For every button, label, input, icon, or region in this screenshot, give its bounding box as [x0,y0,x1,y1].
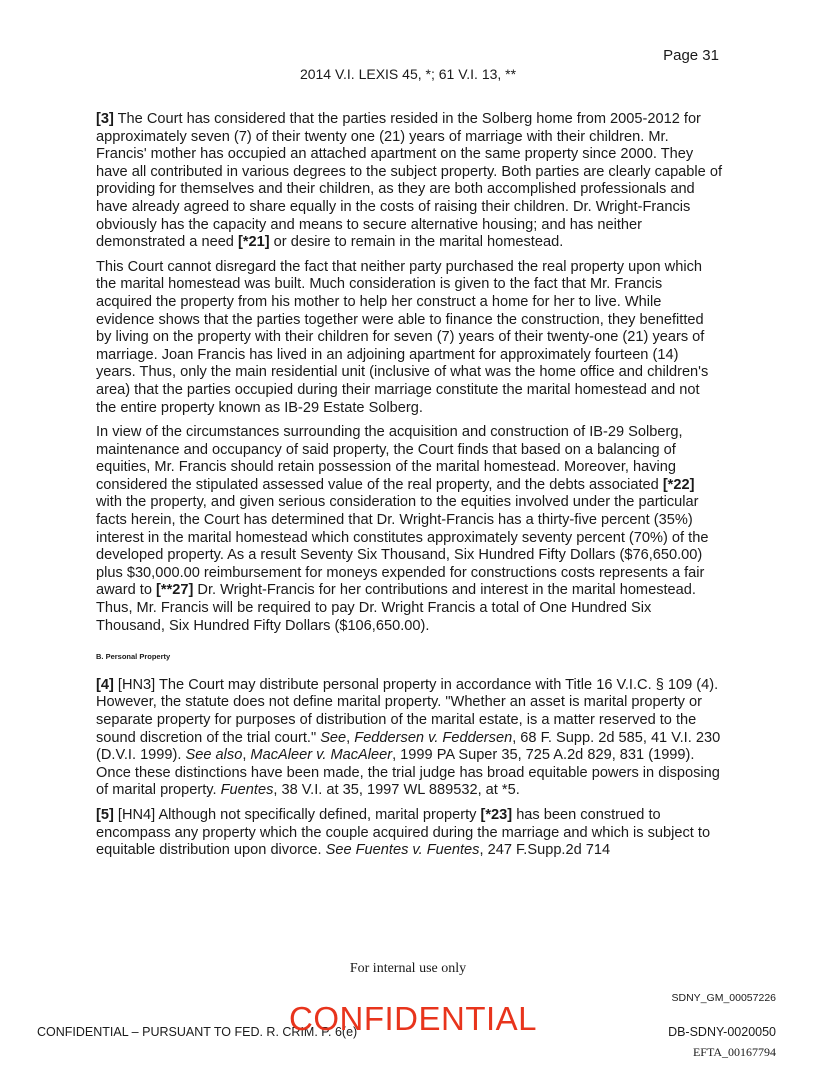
confidential-stamp: CONFIDENTIAL [289,1000,538,1037]
confidential-notice: CONFIDENTIAL – PURSUANT TO FED. R. CRIM. P. 6(e) [37,1025,358,1039]
paragraph-text: , 247 F.Supp.2d 714 [479,842,611,859]
case-name: Fuentes [220,782,274,799]
paragraph-text: This Court cannot disregard the fact that neither party purchased the real property upon which the marital homestead was built. Much consideration is given to the fact that Mr. Francis acquired the property from his mother to help her construct a home for her to live. While evidence shows that the parties together were able to finance the construction, they benefitted by living on the property with their children for seven (7) years of their twenty-one (21) years of marriage. Joan Francis has lived in an adjoining apartment for approximately fourteen (14) years. Thus, only the main residential unit (inclusive of what was the home office and children's area) that the parties occupied during their marriage constitute the marital homestead and not the entire property known as IB-29 Estate Solberg. [96,258,709,416]
paragraph-text: has been construed to encompass any property which the couple acquired during the marriage and which is subject to equitable distribution upon divorce. [96,806,711,859]
paragraph-text: , 1999 PA Super 35, 725 A.2d 829, 831 (1999). Once these distinctions have been made, the trial judge has broad equitable powers in disposing of marital property. [96,747,720,799]
efta-number: EFTA_00167794 [692,1045,776,1059]
star-page-marker: [*22] [662,476,695,493]
paragraph-text: [HN3] The Court may distribute personal property in accordance with Title 16 V.I.C. § 109 (4). However, the statute does not define marital property. "Whether an asset is marital property or separate property for purposes of distribution of the marital estate, is a matter reserved to the sound discretion of the trial court." [96,676,719,746]
internal-use-note: For internal use only [349,961,467,976]
case-name: See Fuentes v. Fuentes [325,842,480,859]
star-page-marker: [*23] [480,806,513,823]
citation-signal: See also [185,747,243,764]
page-number: Page 31 [663,47,719,64]
star-page-marker: [**27] [156,582,194,599]
case-name: Feddersen v. Feddersen [354,729,513,746]
paragraph-5 [96,807,722,860]
paragraph-text: , [346,729,355,746]
paragraph-award [96,424,722,635]
paragraph-marital-homestead [96,259,722,417]
section-heading-personal-property: B. Personal Property [96,652,171,662]
paragraph-text: [HN4] Although not specifically defined, marital property [113,806,481,823]
paragraph-text: with the property, and given serious consideration to the equities involved under the particular facts herein, the Court has determined that Dr. Wright-Francis has a thirty-five percent (35%) interest in the marital homestead which constitutes approximately seventy percent (70%) of the developed property. As a result Seventy Six Thousand, Six Hundred Fifty Dollars ($76,650.00) plus $30,000.00 reimbursement for moneys expended for constructions costs represents a fair award to [96,494,709,599]
paragraph-text: Dr. Wright-Francis for her contributions and interest in the marital homestead. Thus, Mr. Francis will be required to pay Dr. Wright Francis a total of One Hundred Six Thousand, Six Hundred Fifty Dollars ($106,650.00). [96,582,696,634]
bates-number-db: DB-SDNY-0020050 [668,1025,776,1039]
star-page-marker: [*21] [237,234,270,251]
paragraph-text: In view of the circumstances surrounding the acquisition and construction of IB-29 Solberg, maintenance and occupancy of said property, the Court finds that based on a balancing of equities, Mr. Francis should retain possession of the marital homestead. Moreover, having considered the stipulated assessed value of the real property, and the debts associated [96,424,683,493]
paragraph-text: , [242,747,251,764]
bates-number-gm: SDNY_GM_00057226 [671,992,776,1004]
paragraph-marker: [4] [96,676,114,693]
paragraph-text: , 68 F. Supp. 2d 585, 41 V.I. 230 (D.V.I. 1999). [96,729,721,764]
paragraph-text: or desire to remain in the marital homestead. [269,234,564,251]
opinion-body [96,111,722,867]
paragraph-text: The Court has considered that the parties resided in the Solberg home from 2005-2012 for approximately seven (7) of their twenty one (21) years of marriage with their children. Mr. Francis' mother has occupied an attached apartment on the same property since 2000. They have all contributed in various degrees to the subject property. Both parties are clearly capable of providing for themselves and their children, as they are both accomplished professionals and have already agreed to share equally in the costs of raising their children. Dr. Wright-Francis obviously has the capacity and means to secure alternative housing; and has neither demonstrated a need [96,111,722,251]
case-citation-header: 2014 V.I. LEXIS 45, *; 61 V.I. 13, ** [299,66,517,82]
paragraph-4 [96,677,722,800]
paragraph-marker: [5] [96,806,114,823]
case-name: MacAleer v. MacAleer [250,747,393,764]
paragraph-marker: [3] [96,111,114,127]
citation-signal: See [320,729,347,746]
paragraph-3 [96,111,722,252]
paragraph-text: , 38 V.I. at 35, 1997 WL 889532, at *5. [273,782,520,799]
